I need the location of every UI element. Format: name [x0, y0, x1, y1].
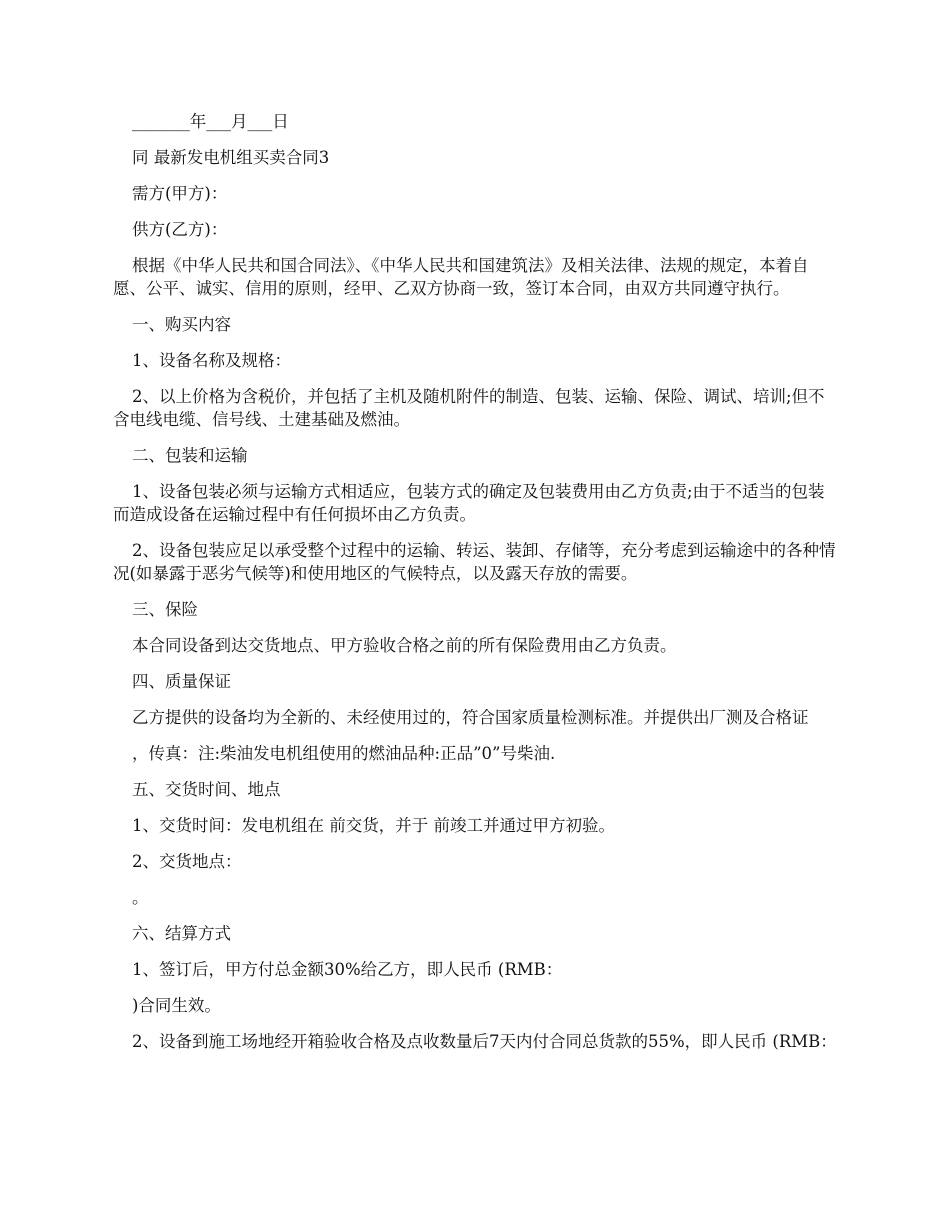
contract-title: 同 最新发电机组买卖合同3	[132, 148, 330, 167]
clause-paragraph: 1、设备名称及规格：	[132, 351, 291, 370]
clause-paragraph: 1、设备包装必须与运输方式相适应，包装方式的确定及包装费用由乙方负责;由于不适当的包装而造成设备在运输过程中有任何损坏由乙方负责。	[113, 482, 825, 524]
clause-paragraph: )合同生效。	[132, 996, 221, 1015]
section-heading-settlement: 六、结算方式	[132, 924, 231, 943]
clause-paragraph: 2、设备包装应足以承受整个过程中的运输、转运、装卸、存储等，充分考虑到运输途中的各种情况(如暴露于恶劣气候等)和使用地区的气候特点，以及露天存放的需要。	[113, 541, 836, 583]
section-heading-purchase: 一、购买内容	[132, 315, 231, 334]
section-heading-packaging: 二、包装和运输	[132, 446, 248, 465]
clause-paragraph: 。	[132, 888, 149, 907]
clause-paragraph: 1、交货时间：发电机组在 前交货，并于 前竣工并通过甲方初验。	[132, 816, 615, 835]
clause-paragraph: 2、以上价格为含税价，并包括了主机及随机附件的制造、包装、运输、保险、调试、培训;但不含电线电缆、信号线、土建基础及燃油。	[113, 387, 825, 429]
clause-paragraph: 本合同设备到达交货地点、甲方验收合格之前的所有保险费用由乙方负责。	[132, 636, 677, 655]
clause-paragraph: 2、设备到施工场地经开箱验收合格及点收数量后7天内付合同总货款的55%，即人民币 (RMB：	[132, 1032, 837, 1051]
clause-paragraph: 1、签订后，甲方付总金额30%给乙方，即人民币 (RMB：	[132, 960, 563, 979]
supplier-party-line: 供方(乙方)：	[132, 220, 228, 239]
date-line: _______年___月___日	[132, 112, 289, 131]
section-heading-delivery: 五、交货时间、地点	[132, 780, 281, 799]
section-heading-insurance: 三、保险	[132, 600, 198, 619]
buyer-party-line: 需方(甲方)：	[132, 184, 228, 203]
clause-paragraph: 乙方提供的设备均为全新的、未经使用过的，符合国家质量检测标准。并提供出厂测及合格证	[132, 708, 809, 727]
section-heading-quality: 四、质量保证	[132, 672, 231, 691]
clause-paragraph: ，传真：注:柴油发电机组使用的燃油品种:正品”0”号柴油.	[132, 744, 556, 763]
document-page	[113, 110, 841, 1066]
clause-paragraph: 2、交货地点：	[132, 852, 242, 871]
preamble-paragraph: 根据《中华人民共和国合同法》、《中华人民共和国建筑法》及相关法律、法规的规定，本着自愿、公平、诚实、信用的原则，经甲、乙双方协商一致，签订本合同，由双方共同遵守执行。	[113, 256, 809, 298]
